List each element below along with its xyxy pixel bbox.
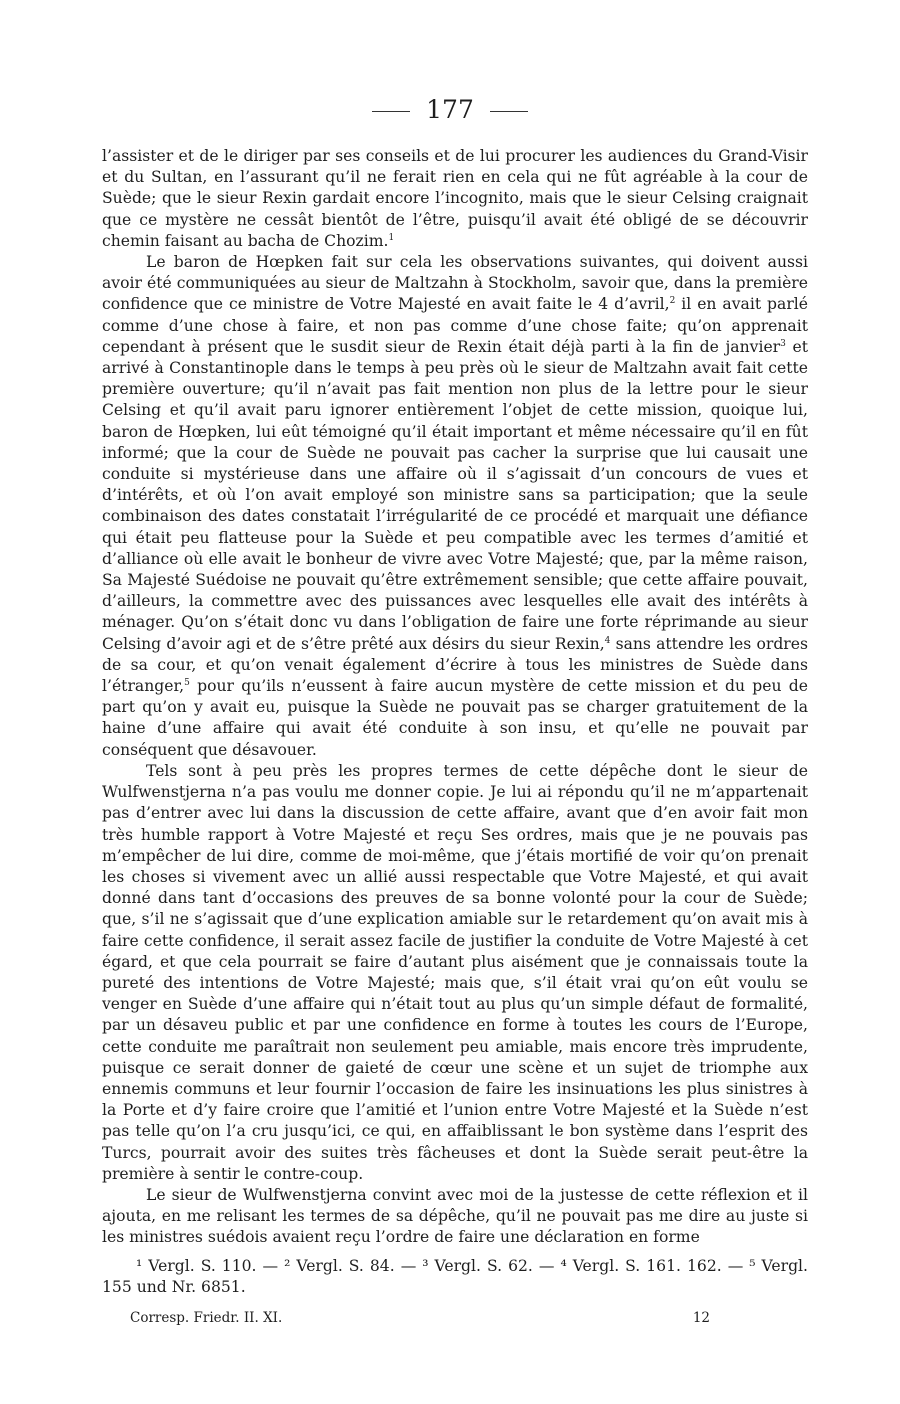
page-header — [0, 92, 900, 128]
footnote-ref: 5 — [184, 677, 190, 688]
body-text — [102, 146, 808, 1249]
paragraph-4: Le sieur de Wulfwenstjerna convint avec moi de la justesse de cette réflexion et il ajouta, en me relisant les termes de sa dépêche, qu’il ne pouvait pas me dire au juste si les ministres suédois avaient reçu l’ordre de faire une déclaration en forme — [102, 1185, 808, 1247]
paragraph-2-text-e: pour qu’ils n’eussent à faire aucun mystère de cette mission et du peu de part qu’on y avait eu, puisque la Suède ne pouvait pas se charger gratuitement de la haine d’une affaire qui avait été conduite à son insu, et qu’elle ne pouvait par conséquent que désavouer. — [102, 677, 808, 759]
footer-source: Corresp. Friedr. II. XI. — [130, 1310, 283, 1326]
paragraph-2-text-a: Le baron de Hœpken fait sur cela les observations suivantes, qui doivent aussi avoir été communiquées au sieur de Maltzahn à Stockholm, savoir que, dans la première confidence que ce ministre de Votre Majesté en avait faite le 4 d’avril, — [102, 253, 808, 314]
footnote-ref: 4 — [604, 635, 611, 646]
paragraph-2-text-b: il en avait parlé comme d’une chose à faire, et non pas comme d’une chose faite; qu’on apprenait cependant à présent que le susdit sieur de Rexin était déjà parti à la fin de janvier — [102, 295, 808, 356]
paragraph-1-text: l’assister et de le diriger par ses conseils et de lui procurer les audiences du Grand-Visir et du Sultan, en l’assurant qu’il ne ferait rien en cela qui ne fût agréable à la cour de Suède; que le sieur Rexin gardait encore l’incognito, mais que le sieur Celsing craignait que ce mystère ne cessât bientôt de l’être, puisqu’il avait été obligé de se découvrir chemin faisant au bacha de Chozim. — [102, 147, 808, 250]
paragraph-1 — [102, 146, 808, 252]
paragraph-2-text-c: et arrivé à Constantinople dans le temps à peu près où le sieur de Maltzahn avait fait cette première ouverture; qu’il n’avait pas fait mention non plus de la lettre pour le sieur Celsing et qu’il avait paru ignorer entièrement l’objet de cette mission, quoique lui, baron de Hœpken, lui eût témoigné qu’il était important et même nécessaire qu’il en fût informé; que la cour de Suède ne pouvait pas cacher la surprise que lui causait une conduite si mystérieuse dans une affaire où il s’agissait d’un concours de vues et d’intérêts, et où l’on avait employé son ministre sans sa participation; que la seule combinaison des dates constatait l’irrégularité de ce procédé et marquait une défiance qui était peu flatteuse pour la Suède et peu compatible avec les termes d’amitié et d’alliance où elle avait le bonheur de vivre avec Votre Majesté; que, par la même raison, Sa Majesté Suédoise ne pouvait qu’être extrêmement sensible; que cette affaire pouvait, d’ailleurs, la commettre avec des puissances avec lesquelles elle avait des intérêts à ménager. Qu’on s’était donc vu dans l’obligation de faire une forte réprimande au sieur Celsing d’avoir agi et de s’être prêté aux désirs du sieur Rexin, — [102, 337, 809, 653]
header-rule-right — [490, 111, 528, 112]
footer-signature: 12 — [692, 1310, 710, 1326]
paragraph-2-text-d: sans attendre les ordres de sa cour, et qu’on venait également d’écrire à tous les ministres de Suède dans l’étranger, — [102, 634, 808, 696]
page-number: 177 — [426, 95, 474, 124]
paragraph-2 — [102, 252, 808, 761]
header-rule-left — [372, 111, 410, 112]
footnote-ref: 3 — [780, 338, 786, 349]
footnotes — [102, 1256, 808, 1298]
footnote-text: ¹ Vergl. S. 110. — ² Vergl. S. 84. — ³ Vergl. S. 62. — ⁴ Vergl. S. 161. 162. — ⁵ Vergl. 155 und Nr. 6851. — [102, 1257, 808, 1297]
footnote-ref: 1 — [388, 232, 395, 243]
footnote-ref: 2 — [669, 296, 676, 307]
paragraph-3: Tels sont à peu près les propres termes de cette dépêche dont le sieur de Wulfwenstjerna n’a pas voulu me donner copie. Je lui ai répondu qu’il ne m’appartenait pas d’entrer avec lui dans la discussion de cette affaire, avant que d’en avoir fait mon très humble rapport à Votre Majesté et reçu Ses ordres, mais que je ne pouvais pas m’empêcher de lui dire, comme de moi-même, que j’étais mortifié de voir qu’on prenait les choses si vivement avec un allié aussi respectable que Votre Majesté, et qui avait donné dans tant d’occasions des preuves de sa bonne volonté pour la cour de Suède; que, s’il ne s’agissait que d’une explication amiable sur le retardement qu’on avait mis à faire cette confidence, il serait assez facile de justifier la conduite de Votre Majesté à cet égard, et que cela pourrait se faire d’autant plus aisément que je connaissais toute la pureté des intentions de Votre Majesté; mais que, s’il était vrai qu’on eût voulu se venger en Suède d’une affaire qui n’était tout au plus qu’un simple défaut de formalité, par un désaveu public et par une confidence en forme à toutes les cours de l’Europe, cette conduite me paraîtrait non seulement peu amiable, mais encore très imprudente, puisque ce serait donner de gaieté de cœur une scène et un sujet de triomphe aux ennemis communs et leur fournir l’occasion de faire les insinuations les plus sinistres à la Porte et d’y faire croire que l’amitié et l’union entre Votre Majesté et la Suède n’est pas telle qu’on l’a cru jusqu’ici, ce qui, en affaiblissant le bon système dans l’esprit des Turcs, pourrait avoir des suites très fâcheuses et dont la Suède serait peut-être la première à sentir le contre-coup. — [102, 761, 808, 1183]
